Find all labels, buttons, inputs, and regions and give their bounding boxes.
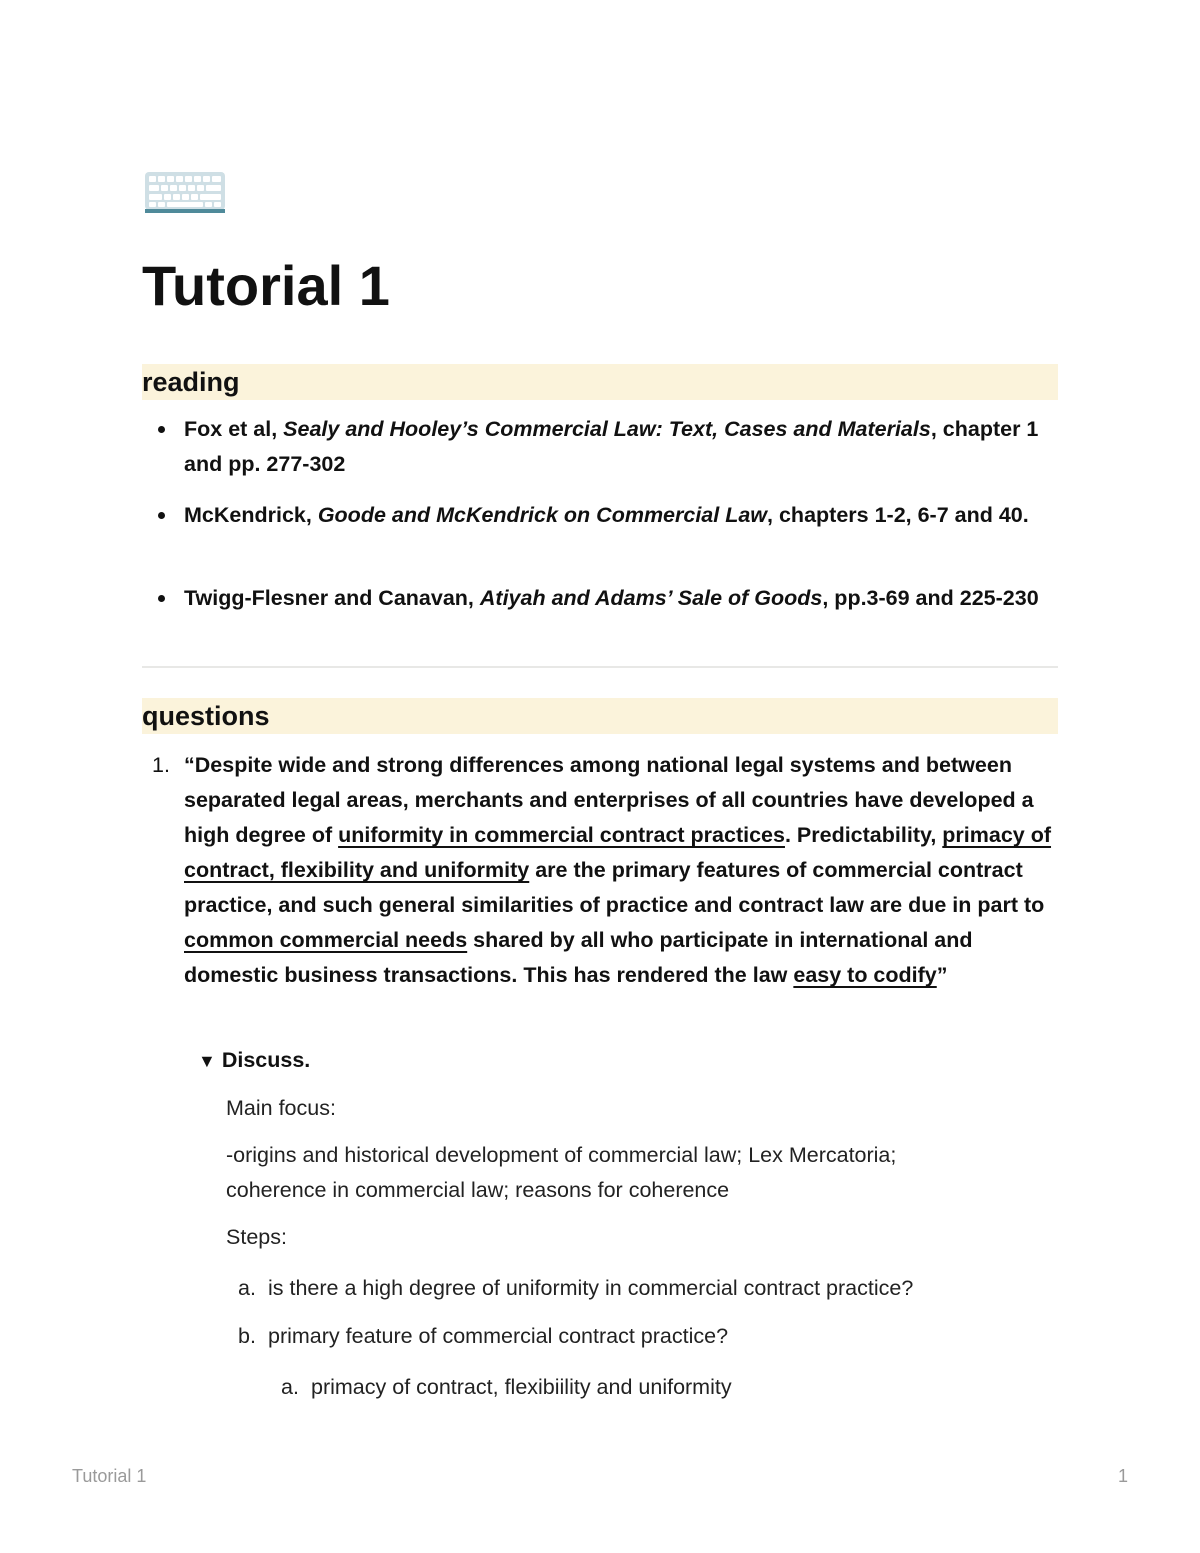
underlined-text: uniformity in commercial contract practices bbox=[338, 823, 785, 847]
list-item bbox=[184, 412, 1064, 482]
substep-item bbox=[281, 1370, 732, 1405]
footer-title: Tutorial 1 bbox=[72, 1466, 147, 1486]
author: McKendrick, bbox=[184, 503, 318, 527]
author: Fox et al, bbox=[184, 417, 284, 441]
pages: , chapters 1-2, 6-7 and 40. bbox=[767, 503, 1029, 527]
keyboard-icon bbox=[144, 170, 226, 216]
question-text: are the primary features of commercial contract practice, and such general similarities of practice and contract law are due in part to bbox=[184, 858, 1045, 917]
toggle-discuss[interactable] bbox=[198, 1043, 1078, 1079]
list-item bbox=[184, 498, 1064, 533]
author: Twigg-Flesner and Canavan, bbox=[184, 586, 480, 610]
book-title: Sealy and Hooley’s Commercial Law: Text, Cases and Materials bbox=[283, 417, 931, 441]
step-item bbox=[238, 1271, 914, 1306]
underlined-text: common commercial needs bbox=[184, 928, 468, 952]
pages: , pp.3-69 and 225-230 bbox=[822, 586, 1039, 610]
substep-text: primacy of contract, flexibiility and uniformity bbox=[311, 1375, 732, 1399]
bullet-icon bbox=[158, 595, 165, 602]
pages: , chapter 1 and pp. 277-302 bbox=[184, 417, 1039, 476]
bullet-icon bbox=[158, 512, 165, 519]
bullet-icon bbox=[158, 426, 165, 433]
footer-page-number: 1 bbox=[1118, 1466, 1129, 1486]
list-marker: a. bbox=[238, 1276, 256, 1300]
question-text: “Despite wide and strong differences among national legal systems and between separated legal areas, merchants and enterprises of all countries have developed a high degree of bbox=[184, 753, 1034, 847]
list-marker: a. bbox=[281, 1375, 299, 1399]
toggle-label: Discuss. bbox=[221, 1048, 311, 1072]
section-heading-reading: reading bbox=[142, 364, 1058, 400]
question-text: ” bbox=[936, 963, 948, 987]
section-heading-questions: questions bbox=[142, 698, 1058, 734]
divider bbox=[142, 666, 1058, 668]
list-item bbox=[184, 581, 1064, 616]
main-focus-text: -origins and historical development of commercial law; Lex Mercatoria; coherence in commercial law; reasons for coherence bbox=[226, 1143, 897, 1202]
book-title: Atiyah and Adams’ Sale of Goods bbox=[479, 586, 823, 610]
underlined-text: primacy of contract, flexibility and uniformity bbox=[184, 823, 1052, 882]
question-text: shared by all who participate in international and domestic business transactions. This has rendered the law bbox=[184, 928, 973, 987]
triangle-down-icon[interactable]: ▼ bbox=[198, 1051, 216, 1071]
main-focus-label: Main focus: bbox=[226, 1096, 336, 1120]
step-text: is there a high degree of uniformity in commercial contract practice? bbox=[268, 1276, 914, 1300]
list-marker: b. bbox=[238, 1324, 256, 1348]
book-title: Goode and McKendrick on Commercial Law bbox=[317, 503, 768, 527]
underlined-text: easy to codify bbox=[793, 963, 937, 987]
list-number: 1. bbox=[152, 753, 170, 777]
step-text: primary feature of commercial contract practice? bbox=[268, 1324, 729, 1348]
question-1 bbox=[152, 748, 1054, 993]
steps-label: Steps: bbox=[226, 1225, 287, 1249]
page-title: Tutorial 1 bbox=[142, 254, 390, 317]
question-text: . Predictability, bbox=[784, 823, 943, 847]
step-item bbox=[238, 1319, 729, 1354]
